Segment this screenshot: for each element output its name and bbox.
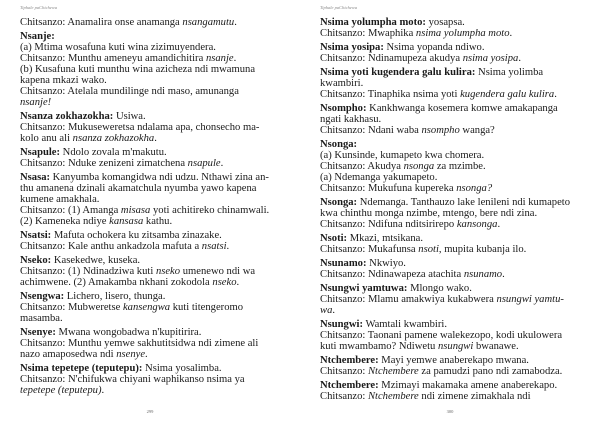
definition-text: . (145, 349, 148, 360)
definition-text: . (234, 17, 237, 28)
entry-text-line (320, 78, 588, 89)
entry-text-line (320, 183, 588, 194)
entry-headword-line (20, 230, 288, 241)
entry-text-line (20, 349, 288, 360)
entry-text-line (20, 266, 288, 277)
headword: Nsengwa: (20, 291, 65, 302)
definition-text: Lichero, lisero, thunga. (64, 291, 166, 302)
headword: Nseko: (20, 255, 52, 266)
definition-text: kapena mkazi wako. (20, 75, 107, 86)
definition-text: kwambiri. (320, 78, 364, 89)
definition-text: . (518, 53, 521, 64)
definition-text: Mayi yemwe anaberekapo mwana. (378, 355, 529, 366)
entry-text-line (320, 172, 588, 183)
definition-text: . (502, 269, 505, 280)
definition-text: Chitsanzo: Kale anthu ankadzola mafuta a (20, 241, 202, 252)
entry-text-line (20, 183, 288, 194)
headword: Ntchembere: (320, 355, 379, 366)
headword: Nsatsi: (20, 230, 52, 241)
definition-text: nazo amaposedwa ndi (20, 349, 117, 360)
entry-text-line (20, 385, 288, 396)
definition-text: Chitsanzo: Ndinawapeza atachita (320, 269, 464, 280)
entry-headword-line (320, 355, 588, 366)
entry-text-line (20, 313, 288, 324)
italic-term: nsanje (205, 53, 234, 64)
entry-text-line (320, 269, 588, 280)
entry-text-line (320, 366, 588, 377)
entry-headword-line (20, 172, 288, 183)
italic-term: nsonga (403, 161, 435, 172)
definition-text: za mzimbe. (434, 161, 486, 172)
entry-text-line (320, 53, 588, 64)
definition-text: Chitsanzo: Munthu yemwe sakhutitsidwa ndi zimene ali (20, 338, 259, 349)
definition-text: Chitsanzo: Mlamu amakwiya kukabwera (320, 294, 497, 305)
definition-text: Kasekedwe, kuseka. (51, 255, 141, 266)
definition-text: kumene amakhala. (20, 194, 100, 205)
definition-text: ndi zimene zimakhala ndi (418, 391, 531, 402)
entry-text-line (20, 75, 288, 86)
definition-text: , mupita kubanja ilo. (438, 244, 527, 255)
headword: Nsima yosipa: (320, 42, 384, 53)
entry-headword-line (320, 283, 588, 294)
running-header: Tiphale paChichewa (20, 5, 58, 10)
entry-text-line (20, 64, 288, 75)
definition-text: Chitsanzo: N'chifukwa chiyani waphikanso nsima ya (20, 374, 245, 385)
entry-text-line (20, 17, 288, 28)
entry-text-line (320, 89, 588, 100)
italic-term: kansengwa (122, 302, 171, 313)
italic-term: nsima yolumpha moto (415, 28, 510, 39)
definition-text: Chitsanzo: Ndinamupeza akudya (320, 53, 463, 64)
headword: Nsungwi yamtuwa: (320, 283, 408, 294)
headword: Nsompho: (320, 103, 367, 114)
entry-text-line (320, 161, 588, 172)
headword: Nsoti: (320, 233, 348, 244)
definition-text: Wamtali kwambiri. (362, 319, 447, 330)
definition-text: Chitsanzo: Munthu ameneyu amandichitira (20, 53, 206, 64)
definition-text: ngati kakhasu. (320, 114, 382, 125)
headword: Nsapule: (20, 147, 61, 158)
definition-text: Kankhwanga kosemera komwe amakapanga (366, 103, 558, 114)
headword: Nsima tepetepe (teputepu): (20, 363, 143, 374)
entry-headword-line (320, 319, 588, 330)
definition-text: Chitsanzo: Ndifuna nditsirirepo (320, 219, 457, 230)
definition-text: (a) Ndemanga yakumapeto. (320, 172, 438, 183)
italic-term: nsunamo (463, 269, 503, 280)
entry-headword-line (320, 139, 588, 150)
italic-term: nsungwi yamtu- (496, 294, 564, 305)
italic-term: nsoti (418, 244, 439, 255)
entry-text-line (320, 305, 588, 316)
entry-text-line (320, 341, 588, 352)
definition-text: Chitsanzo: Taonani pamene walekezopo, kodi ukulowera (320, 330, 563, 341)
italic-term: nsangamutu (182, 17, 235, 28)
entry-text-line (320, 17, 588, 28)
entry-text-line (20, 302, 288, 313)
definition-text: Chitsanzo: Mubweretse (20, 302, 123, 313)
definition-text: (b) Kusafuna kuti munthu wina azicheza ndi mwamuna (20, 64, 256, 75)
italic-term: kansonga (456, 219, 498, 230)
definition-text: Nsima yolimba (475, 67, 544, 78)
definition-text: . (220, 158, 224, 169)
entry-text-line (320, 219, 588, 230)
italic-term: misasa (120, 205, 151, 216)
definition-text: za pamudzi pano ndi zamabodza. (418, 366, 563, 377)
headword: Ntchembere: (320, 380, 379, 391)
entry-text-line (20, 133, 288, 144)
definition-text: Chitsanzo: Tinaphika nsima yoti (320, 89, 461, 100)
entry-headword-line (20, 255, 288, 266)
entry-text-line (20, 53, 288, 64)
definition-text: . (236, 277, 240, 288)
definition-text: kathu. (143, 216, 173, 227)
italic-term: nsenye (116, 349, 146, 360)
definition-text: Chitsanzo: (1) Amanga (20, 205, 121, 216)
definition-text: Chitsanzo: Ndani waba (320, 125, 422, 136)
entry-text-line (320, 208, 588, 219)
page-number: 300 (446, 409, 454, 414)
entry-headword-line (20, 291, 288, 302)
definition-text: (2) Kameneka ndiye (20, 216, 110, 227)
definition-text: Chitsanzo: Nduke zenizeni zimatchena (20, 158, 188, 169)
definition-text: Usiwa. (113, 111, 146, 122)
definition-text: kuti mwambamo? Ndiwetu (320, 341, 438, 352)
definition-text: wanga? (459, 125, 495, 136)
italic-term: nsima yosipa (462, 53, 519, 64)
page-number: 299 (146, 409, 154, 414)
headword: Nsasa: (20, 172, 51, 183)
dictionary-column (320, 17, 588, 402)
italic-term: nsungwi (437, 341, 474, 352)
italic-term: nsatsi (201, 241, 227, 252)
entry-headword-line (20, 327, 288, 338)
definition-text: Chitsanzo: Akudya (320, 161, 404, 172)
italic-term: wa (320, 305, 333, 316)
definition-text: Mkazi, mtsikana. (347, 233, 423, 244)
definition-text: thu amanena dzinali akamatchula nyumba yawo kapena (20, 183, 257, 194)
definition-text: . (154, 133, 157, 144)
definition-text: . (226, 241, 230, 252)
headword: Nsunamo: (320, 258, 367, 269)
definition-text: Chitsanzo: Atelala mundilinge ndi maso, amunanga (20, 86, 239, 97)
definition-text: Chitsanzo: Mwaphika (320, 28, 416, 39)
entry-headword-line (20, 363, 288, 374)
entry-text-line (20, 241, 288, 252)
entry-text-line (20, 277, 288, 288)
definition-text: . (554, 89, 557, 100)
running-header: Tiphale paChichewa (320, 5, 358, 10)
italic-term: Ntchembere (367, 366, 419, 377)
definition-text: Kanyumba komangidwa ndi udzu. Nthawi zina an- (50, 172, 269, 183)
italic-term: nseko (155, 266, 181, 277)
definition-text: Nsima yosalimba. (142, 363, 222, 374)
entry-text-line (320, 391, 588, 402)
entry-headword-line (320, 380, 588, 391)
definition-text: Chitsanzo: Anamalira onse anamanga (20, 17, 183, 28)
headword: Nsima yolumpha moto: (320, 17, 426, 28)
definition-text: masamba. (20, 313, 63, 324)
entry-headword-line (20, 147, 288, 158)
entry-text-line (320, 244, 588, 255)
entry-headword-line (320, 67, 588, 78)
italic-term: nsonga? (456, 183, 493, 194)
italic-term: kugendera galu kulira (460, 89, 555, 100)
headword: Nsungwi: (320, 319, 363, 330)
headword: Nsenye: (20, 327, 56, 338)
italic-term: nseko (212, 277, 237, 288)
headword: Nsonga: (320, 197, 358, 208)
entry-text-line (20, 158, 288, 169)
italic-term: Ntchembere (367, 391, 419, 402)
entry-text-line (320, 114, 588, 125)
definition-text: kwa chinthu monga nzimbe, mtengo, bere ndi zina. (320, 208, 538, 219)
entry-text-line (320, 125, 588, 136)
entry-text-line (20, 86, 288, 97)
definition-text: Mzimayi makamaka amene anaberekapo. (378, 380, 558, 391)
definition-text: achimwene. (2) Amakamba nkhani zokodola (20, 277, 213, 288)
definition-text: Chitsanzo: Mukufuna kupereka (320, 183, 457, 194)
entry-text-line (20, 374, 288, 385)
entry-headword-line (320, 103, 588, 114)
entry-headword-line (320, 197, 588, 208)
definition-text: Mlongo wako. (407, 283, 472, 294)
definition-text: Chitsanzo: (320, 391, 368, 402)
definition-text: yoti achitireko chinamwali. (150, 205, 270, 216)
italic-term: nsanje! (20, 97, 52, 108)
definition-text: Chitsanzo: (320, 366, 368, 377)
entry-text-line (20, 338, 288, 349)
definition-text: umenewo ndi wa (180, 266, 256, 277)
definition-text: Ndemanga. Tanthauzo lake lenileni ndi kumapeto (357, 197, 571, 208)
definition-text: Ndolo zovala m'makutu. (60, 147, 167, 158)
entry-headword-line (20, 31, 288, 42)
headword: Nsanje: (20, 31, 55, 42)
dictionary-column (20, 17, 288, 396)
entry-headword-line (320, 233, 588, 244)
definition-text: Nkwiyo. (366, 258, 406, 269)
entry-text-line (320, 28, 588, 39)
definition-text: . (509, 28, 513, 39)
definition-text: kuti titengeromo (170, 302, 244, 313)
entry-text-line (320, 330, 588, 341)
italic-term: nsanza zokhazokha (72, 133, 155, 144)
entry-text-line (320, 294, 588, 305)
definition-text: Mafuta ochokera ku zitsamba zinazake. (51, 230, 222, 241)
definition-text: yosapsa. (425, 17, 465, 28)
italic-term: nsompho (421, 125, 460, 136)
entry-headword-line (20, 111, 288, 122)
definition-text: Mwana wongobadwa n'kupitirira. (55, 327, 202, 338)
entry-text-line (20, 42, 288, 53)
entry-text-line (20, 122, 288, 133)
entry-headword-line (320, 42, 588, 53)
italic-term: kansasa (109, 216, 144, 227)
definition-text: . (233, 53, 237, 64)
definition-text: . (497, 219, 501, 230)
definition-text: Chitsanzo: Mukuseweretsa ndalama apa, chonsecho ma- (20, 122, 260, 133)
entry-text-line (20, 97, 288, 108)
entry-text-line (20, 205, 288, 216)
definition-text: Chitsanzo: (1) Ndinadziwa kuti (20, 266, 156, 277)
headword: Nsanza zokhazokha: (20, 111, 114, 122)
definition-text: bwanawe. (473, 341, 519, 352)
italic-term: tepetepe (teputepu) (20, 385, 102, 396)
definition-text: . (101, 385, 105, 396)
entry-text-line (20, 216, 288, 227)
italic-term: nsapule (187, 158, 221, 169)
definition-text: (a) Mtima wosafuna kuti wina zizimuyendera. (20, 42, 216, 53)
definition-text: (a) Kunsinde, kumapeto kwa chomera. (320, 150, 485, 161)
definition-text: . (332, 305, 336, 316)
definition-text: kolo anu ali (20, 133, 73, 144)
entry-text-line (320, 150, 588, 161)
definition-text: Nsima yopanda ndiwo. (383, 42, 485, 53)
entry-text-line (20, 194, 288, 205)
headword: Nsima yoti kugendera galu kulira: (320, 67, 476, 78)
right-page (300, 0, 600, 424)
entry-headword-line (320, 258, 588, 269)
definition-text: Chitsanzo: Mukafunsa (320, 244, 419, 255)
headword: Nsonga: (320, 139, 358, 150)
